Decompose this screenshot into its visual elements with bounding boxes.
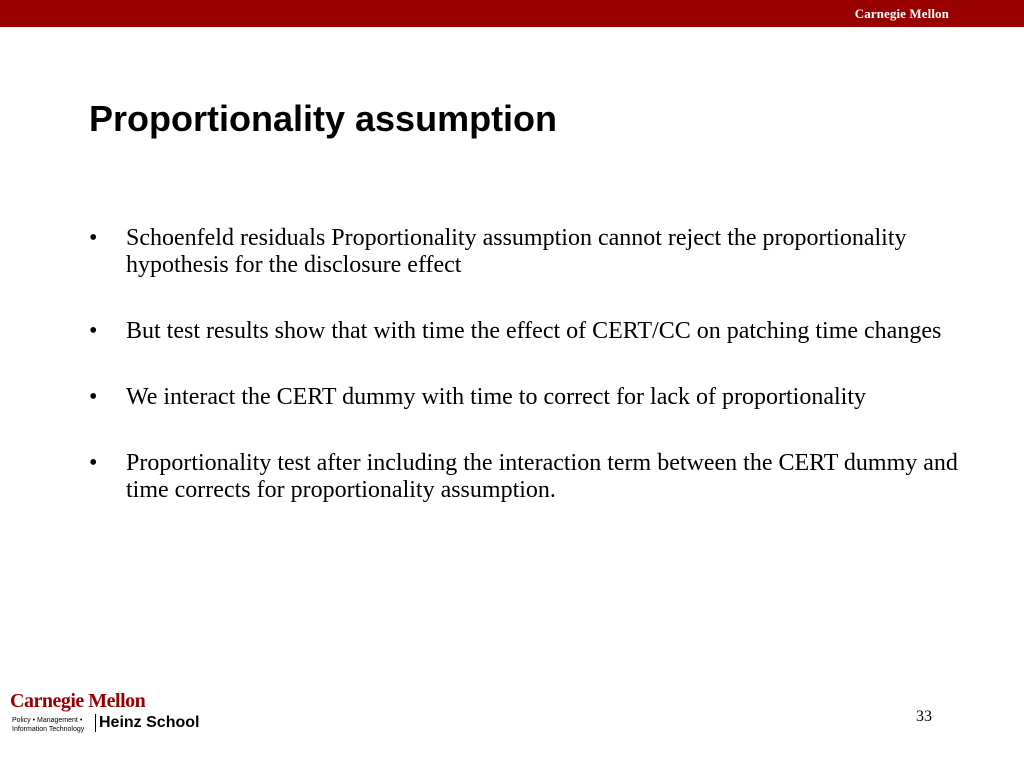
logo-divider — [95, 714, 96, 732]
bullet-icon: • — [89, 318, 98, 344]
bullet-item — [89, 450, 969, 504]
bullet-text: Proportionality test after including the interaction term between the CERT dummy and time corrects for proportionality assumption. — [126, 450, 958, 503]
bullet-item — [89, 384, 969, 411]
header-bar — [0, 0, 1024, 27]
logo-heinz-school: Heinz School — [99, 714, 200, 731]
bullet-item — [89, 318, 969, 345]
page-number: 33 — [916, 708, 932, 725]
bullet-icon: • — [89, 450, 98, 476]
bullet-text: We interact the CERT dummy with time to correct for lack of proportionality — [126, 384, 866, 410]
slide-title: Proportionality assumption — [89, 98, 558, 139]
logo-subtitle-line2: Information Technology — [12, 726, 85, 733]
bullet-item — [89, 225, 969, 279]
heinz-school-logo — [10, 690, 200, 734]
bullet-text: Schoenfeld residuals Proportionality assumption cannot reject the proportionality hypothesis for the disclosure effect — [126, 225, 907, 278]
bullet-icon: • — [89, 384, 98, 410]
logo-subtitle-line1: Policy • Management • — [12, 717, 83, 724]
bullet-list — [89, 225, 969, 543]
header-brand: Carnegie Mellon — [854, 6, 949, 21]
bullet-text: But test results show that with time the effect of CERT/CC on patching time changes — [126, 318, 942, 344]
bullet-icon: • — [89, 225, 98, 251]
logo-subtitle — [12, 716, 84, 734]
logo-cmu-text: Carnegie Mellon — [10, 690, 146, 712]
